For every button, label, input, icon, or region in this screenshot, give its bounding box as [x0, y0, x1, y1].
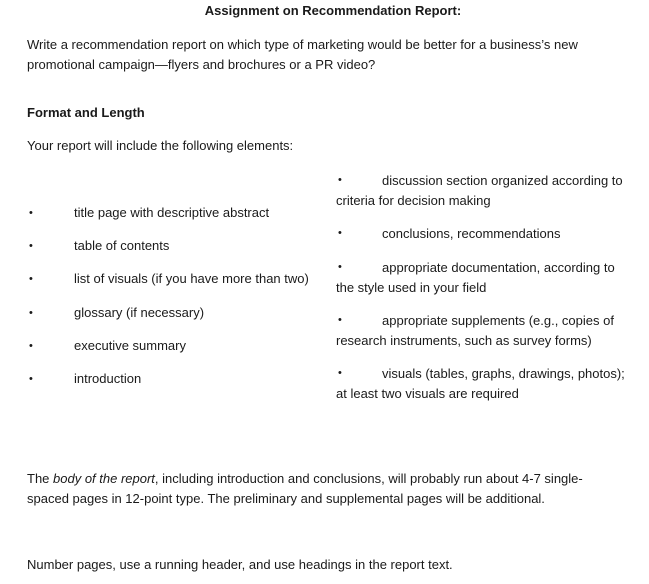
assignment-prompt-line-1: Write a recommendation report on which type of marketing would be better for a business’s new [27, 37, 578, 52]
body-length-paragraph: The body of the report, including introduction and conclusions, will probably run about 4-7 single-spaced pages in 12-point type. The preliminary and supplemental pages will be additional. [27, 471, 583, 506]
closing-instructions: Number pages, use a running header, and use headings in the report text. [27, 557, 453, 572]
list-item-text: glossary (if necessary) [74, 305, 205, 320]
bullet-icon: • [338, 174, 342, 186]
bullet-icon: • [338, 367, 342, 379]
list-item-text: title page with descriptive abstract [74, 205, 270, 220]
list-item-text: table of contents [74, 238, 170, 253]
format-heading: Format and Length [27, 105, 145, 120]
assignment-prompt [27, 35, 627, 75]
list-item-text: conclusions, recommendations [382, 226, 561, 241]
bullet-icon: • [29, 273, 33, 285]
bullet-icon: • [29, 207, 33, 219]
list-item-text: executive summary [74, 338, 186, 353]
list-item-text: list of visuals (if you have more than two) [74, 271, 309, 286]
bullet-icon: • [29, 240, 33, 252]
bullet-icon: • [338, 261, 342, 273]
list-item-text: appropriate documentation, according to the style used in your field [336, 260, 615, 295]
list-item-text: introduction [74, 371, 142, 386]
assignment-prompt-line-2: promotional campaign—flyers and brochures or a PR video? [27, 57, 376, 72]
bullet-icon: • [338, 227, 342, 239]
elements-intro: Your report will include the following elements: [27, 138, 294, 153]
bullet-icon: • [29, 340, 33, 352]
bullet-icon: • [29, 307, 33, 319]
list-item-text: visuals (tables, graphs, drawings, photos); at least two visuals are required [336, 366, 625, 401]
bullet-icon: • [338, 314, 342, 326]
body-of-report-emphasis: body of the report [53, 471, 155, 486]
list-item-text: appropriate supplements (e.g., copies of research instruments, such as survey forms) [336, 313, 614, 348]
page-title: Assignment on Recommendation Report: [204, 3, 462, 18]
bullet-icon: • [29, 373, 33, 385]
list-item-text: discussion section organized according to criteria for decision making [336, 173, 623, 208]
